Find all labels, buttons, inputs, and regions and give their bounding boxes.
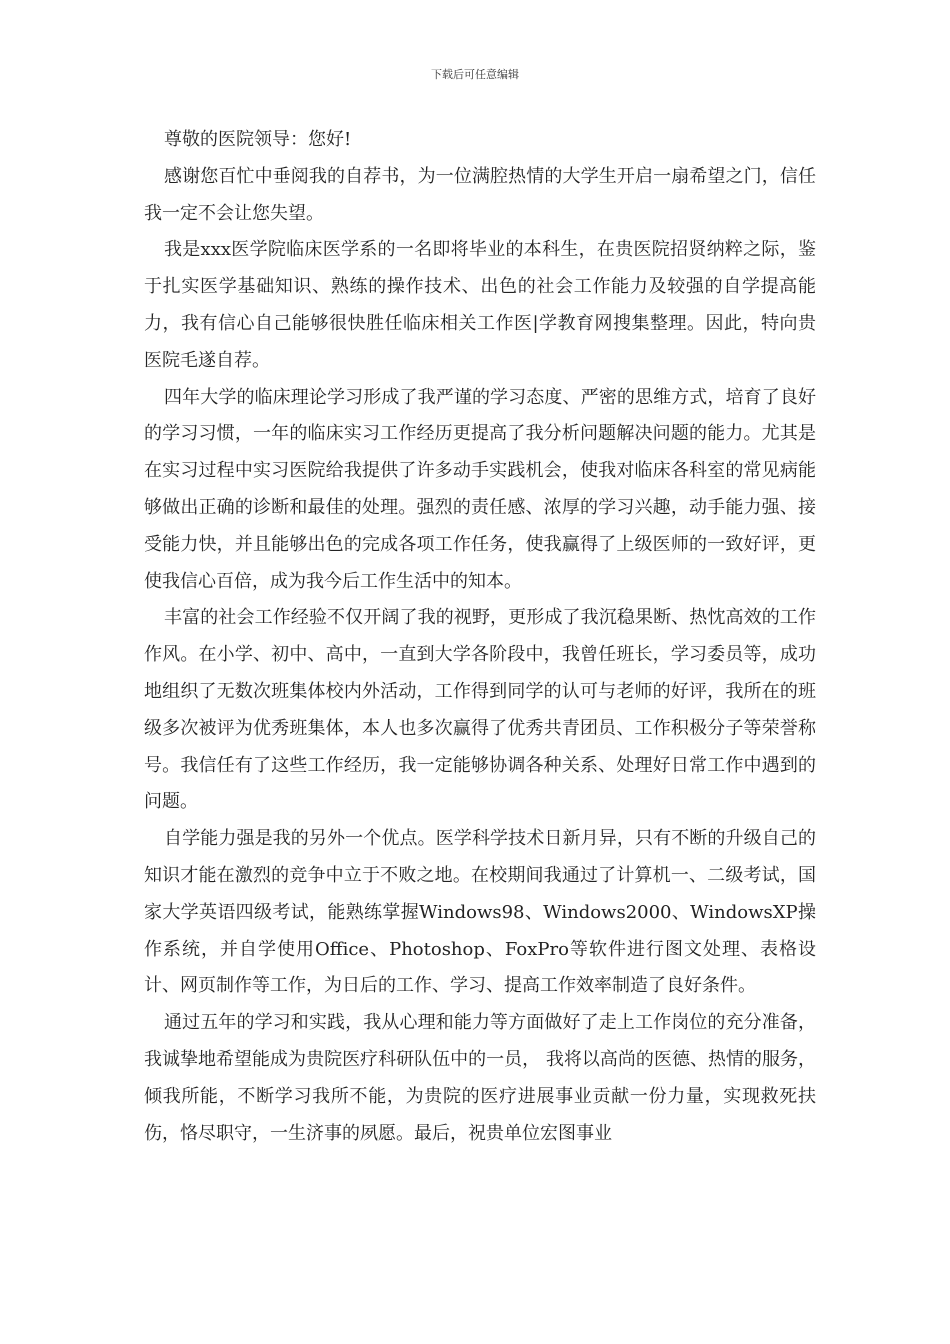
paragraph-3: 四年大学的临床理论学习形成了我严谨的学习态度、严密的思维方式，培育了良好的学习习惯，一年的临床实习工作经历更提高了我分析问题解决问题的能力。尤其是在实习过程中实习医院给我提供了许多动手实践机会，使我对临床各科室的常见病能够做出正确的诊断和最佳的处理。强烈的责任感、浓厚的学习兴趣，动手能力强、接受能力快，并且能够出色的完成各项工作任务，使我赢得了上级医师的一致好评，更使我信心百倍，成为我今后工作生活中的知本。 (144, 386, 816, 592)
page-header: 下载后可任意编辑 (431, 68, 519, 81)
paragraph-2: 我是xxx医学院临床医学系的一名即将毕业的本科生，在贵医院招贤纳粹之际，鉴于扎实医学基础知识、熟练的操作技术、出色的社会工作能力及较强的自学提高能力，我有信心自己能够很快胜任临床相关工作医|学教育网搜集整理。因此，特向贵医院毛遂自荐。 (144, 239, 816, 371)
paragraph-1: 感谢您百忙中垂阅我的自荐书，为一位满腔热情的大学生开启一扇希望之门，信任我一定不会让您失望。 (144, 165, 816, 224)
greeting: 尊敬的医院领导：您好! (164, 129, 352, 150)
paragraph-5: 自学能力强是我的另外一个优点。医学科学技术日新月异，只有不断的升级自己的知识才能在激烈的竞争中立于不败之地。在校期间我通过了计算机一、二级考试，国家大学英语四级考试，能熟练掌握Windows98、Windows2000、WindowsXP操作系统，并自学使用Office、Photoshop、FoxPro等软件进行图文处理、表格设计、网页制作等工作，为日后的工作、学习、提高工作效率制造了良好条件。 (144, 828, 816, 997)
paragraph-4: 丰富的社会工作经验不仅开阔了我的视野，更形成了我沉稳果断、热忱高效的工作作风。在小学、初中、高中，一直到大学各阶段中，我曾任班长，学习委员等，成功地组织了无数次班集体校内外活动，工作得到同学的认可与老师的好评，我所在的班级多次被评为优秀班集体，本人也多次赢得了优秀共青团员、工作积极分子等荣誉称号。我信任有了这些工作经历，我一定能够协调各种关系、处理好日常工作中遇到的问题。 (144, 607, 816, 813)
letter-body (144, 122, 816, 1152)
paragraph-6: 通过五年的学习和实践，我从心理和能力等方面做好了走上工作岗位的充分准备，我诚挚地希望能成为贵院医疗科研队伍中的一员， 我将以高尚的医德、热情的服务，倾我所能，不断学习我所不能，为贵院的医疗进展事业贡献一份力量，实现救死扶伤，恪尽职守，一生济事的夙愿。最后，祝贵单位宏图事业 (144, 1012, 816, 1144)
